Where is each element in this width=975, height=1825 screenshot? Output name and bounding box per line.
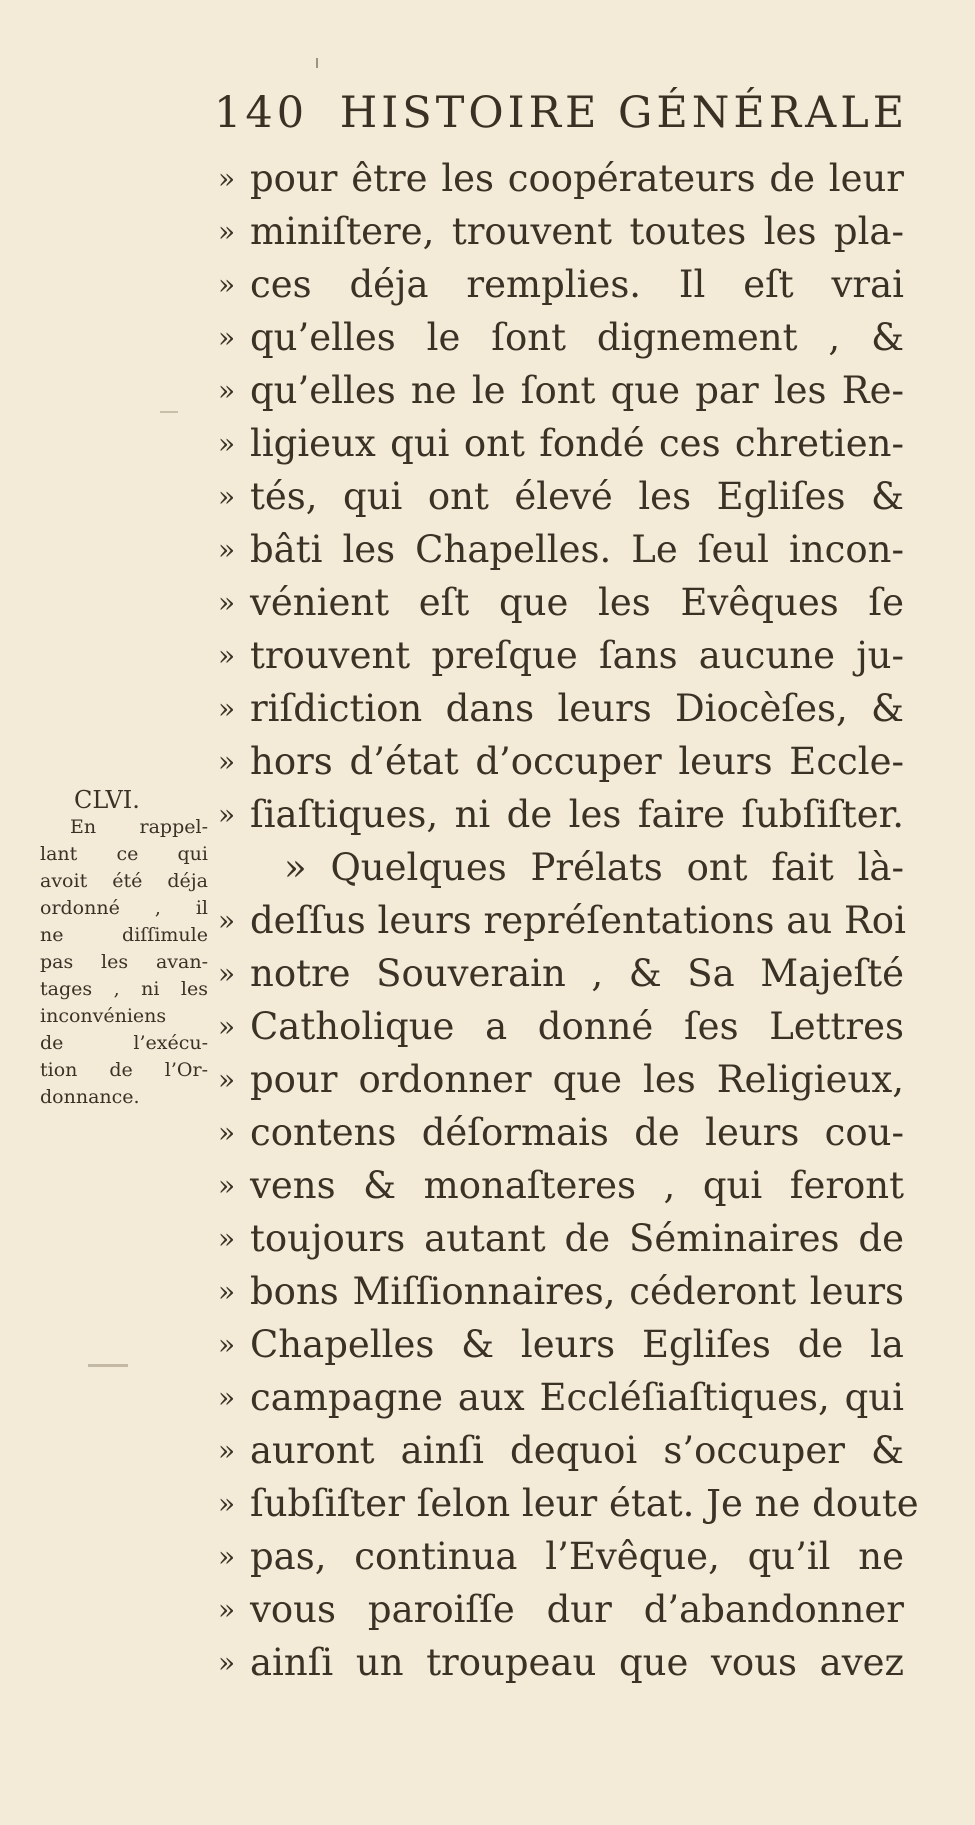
margin-note-line: pas les avan-: [40, 951, 208, 973]
margin-dash: [160, 411, 178, 413]
text-line: » Chapelles & leurs Egliſes de la: [218, 1323, 904, 1366]
text-line: » qu’elles ne le ſont que par les Re-: [218, 369, 904, 412]
text-line: » bâti les Chapelles. Le ſeul incon-: [218, 528, 904, 571]
print-mark: [316, 58, 318, 68]
margin-note-line: ne diſſimule: [40, 924, 208, 946]
margin-note-line: En rappel-: [70, 816, 208, 838]
margin-smudge: [88, 1364, 128, 1367]
text-line: » auront ainſi dequoi s’occuper &: [218, 1429, 904, 1472]
margin-note: [40, 814, 208, 1111]
text-line: » ainſi un troupeau que vous avez: [218, 1641, 904, 1684]
text-line: » contens déſormais de leurs cou-: [218, 1111, 904, 1154]
text-line: » Catholique a donné ſes Lettres: [218, 1005, 904, 1048]
text-line: » vous paroiſſe dur d’abandonner: [218, 1588, 904, 1631]
text-line: » campagne aux Eccléſiaſtiques, qui: [218, 1376, 904, 1419]
text-line: » vénient eſt que les Evêques ſe: [218, 581, 904, 624]
margin-note-line: tion de l’Or-: [40, 1059, 208, 1081]
margin-note-line: ordonné , il: [40, 897, 208, 919]
text-line: » vens & monaſteres , qui feront: [218, 1164, 904, 1207]
margin-section-number: CLVI.: [74, 786, 140, 814]
text-line: » qu’elles le ſont dignement , &: [218, 316, 904, 359]
page-number: 140: [214, 88, 309, 138]
text-line: » deſſus leurs repréſentations au Roi: [218, 899, 906, 942]
text-line: » ces déja remplies. Il eſt vrai: [218, 263, 904, 306]
margin-note-line: avoit été déja: [40, 870, 208, 892]
margin-note-line: donnance.: [40, 1086, 140, 1108]
text-line: » pour ordonner que les Religieux,: [218, 1058, 904, 1101]
text-line: » notre Souverain , & Sa Majeſté: [218, 952, 904, 995]
running-header: [214, 88, 908, 138]
text-line-paragraph-start: » Quelques Prélats ont fait là-: [284, 846, 904, 889]
margin-note-line: tages , ni les: [40, 978, 208, 1000]
text-line: » ſiaſtiques, ni de les faire ſubſiſter.: [218, 793, 904, 836]
text-line: » miniſtere, trouvent toutes les pla-: [218, 210, 904, 253]
margin-note-line: inconvéniens: [40, 1005, 167, 1027]
text-line: » pas, continua l’Evêque, qu’il ne: [218, 1535, 904, 1578]
text-line: » ligieux qui ont fondé ces chretien-: [218, 422, 904, 465]
margin-note-line: lant ce qui: [40, 843, 208, 865]
text-line: » trouvent preſque ſans aucune ju-: [218, 634, 904, 677]
text-line: » hors d’état d’occuper leurs Eccle-: [218, 740, 904, 783]
text-line: » tés, qui ont élevé les Egliſes &: [218, 475, 904, 518]
running-title: HISTOIRE GÉNÉRALE: [339, 88, 909, 138]
body-text: [218, 152, 918, 1689]
margin-note-line: de l’exécu-: [40, 1032, 208, 1054]
text-line: » pour être les coopérateurs de leur: [218, 157, 904, 200]
text-line: » bons Miſſionnaires, céderont leurs: [218, 1270, 904, 1313]
text-line: » toujours autant de Séminaires de: [218, 1217, 904, 1260]
text-line: » ſubſiſter ſelon leur état. Je ne doute: [218, 1482, 919, 1525]
text-line: » riſdiction dans leurs Diocèſes, &: [218, 687, 904, 730]
